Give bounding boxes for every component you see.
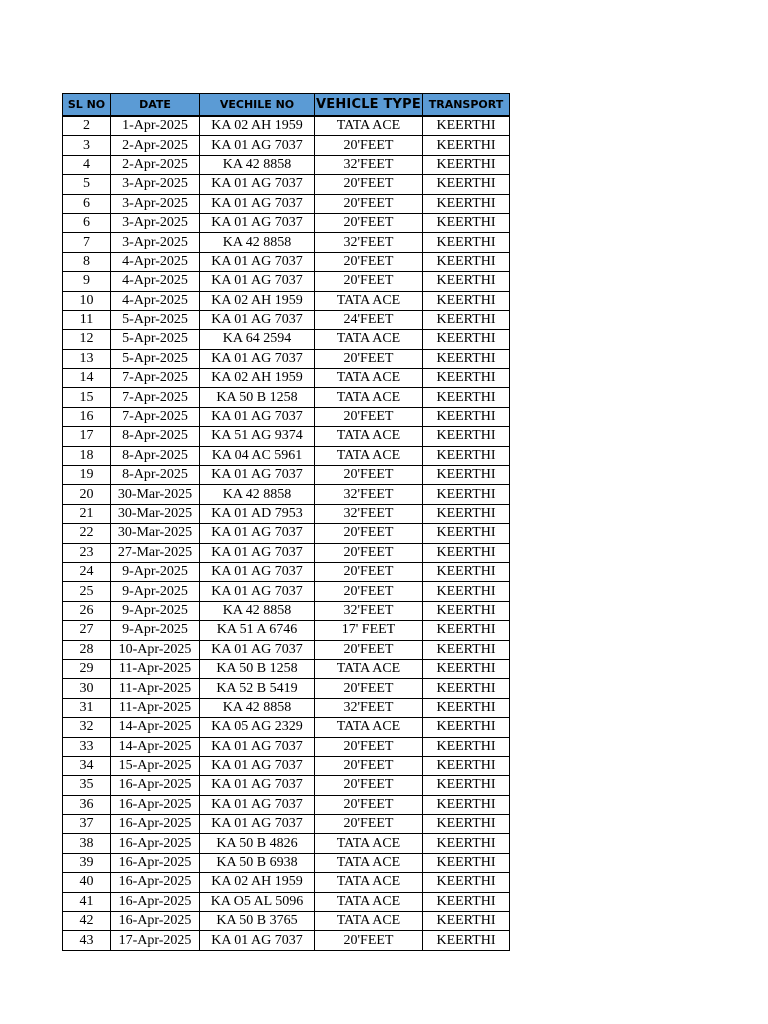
table-row bbox=[63, 407, 510, 426]
cell-date[interactable]: 10-Apr-2025 bbox=[111, 640, 200, 659]
table-row bbox=[63, 601, 510, 620]
table-row bbox=[63, 659, 510, 678]
cell-vehicle-type[interactable]: 20'FEET bbox=[315, 349, 423, 368]
cell-transport[interactable]: KEERTHI bbox=[423, 718, 510, 737]
cell-transport[interactable]: KEERTHI bbox=[423, 524, 510, 543]
cell-date[interactable]: 4-Apr-2025 bbox=[111, 291, 200, 310]
cell-transport[interactable]: KEERTHI bbox=[423, 485, 510, 504]
cell-sl-no[interactable]: 19 bbox=[63, 466, 111, 485]
cell-vehicle-type[interactable]: 20'FEET bbox=[315, 931, 423, 950]
table-row bbox=[63, 756, 510, 775]
table-row bbox=[63, 427, 510, 446]
cell-transport[interactable]: KEERTHI bbox=[423, 912, 510, 931]
cell-sl-no[interactable]: 24 bbox=[63, 562, 111, 581]
cell-vehicle-type[interactable]: 20'FEET bbox=[315, 524, 423, 543]
cell-date[interactable]: 16-Apr-2025 bbox=[111, 853, 200, 872]
cell-transport[interactable]: KEERTHI bbox=[423, 427, 510, 446]
table-row bbox=[63, 640, 510, 659]
table-row bbox=[63, 524, 510, 543]
cell-date[interactable]: 11-Apr-2025 bbox=[111, 659, 200, 678]
cell-vehicle-type[interactable]: 20'FEET bbox=[315, 737, 423, 756]
cell-sl-no[interactable]: 23 bbox=[63, 543, 111, 562]
cell-vehicle-no[interactable]: KA 01 AG 7037 bbox=[200, 407, 315, 426]
cell-vehicle-no[interactable]: KA 01 AG 7037 bbox=[200, 776, 315, 795]
cell-vehicle-type[interactable]: TATA ACE bbox=[315, 330, 423, 349]
cell-sl-no[interactable]: 10 bbox=[63, 291, 111, 310]
cell-transport[interactable]: KEERTHI bbox=[423, 892, 510, 911]
cell-sl-no[interactable]: 21 bbox=[63, 504, 111, 523]
cell-vehicle-type[interactable]: 20'FEET bbox=[315, 543, 423, 562]
cell-transport[interactable]: KEERTHI bbox=[423, 582, 510, 601]
cell-date[interactable]: 7-Apr-2025 bbox=[111, 407, 200, 426]
cell-vehicle-type[interactable]: 20'FEET bbox=[315, 640, 423, 659]
cell-transport[interactable]: KEERTHI bbox=[423, 446, 510, 465]
table-row bbox=[63, 369, 510, 388]
table-row bbox=[63, 543, 510, 562]
cell-transport[interactable]: KEERTHI bbox=[423, 369, 510, 388]
cell-date[interactable]: 16-Apr-2025 bbox=[111, 815, 200, 834]
cell-date[interactable]: 9-Apr-2025 bbox=[111, 562, 200, 581]
cell-transport[interactable]: KEERTHI bbox=[423, 834, 510, 853]
cell-transport[interactable]: KEERTHI bbox=[423, 543, 510, 562]
table-row bbox=[63, 194, 510, 213]
cell-sl-no[interactable]: 13 bbox=[63, 349, 111, 368]
cell-transport[interactable]: KEERTHI bbox=[423, 310, 510, 329]
column-header-vehicle-type[interactable]: VEHICLE TYPE bbox=[315, 94, 423, 117]
cell-vehicle-no[interactable]: KA 51 A 6746 bbox=[200, 621, 315, 640]
table-row bbox=[63, 873, 510, 892]
cell-date[interactable]: 16-Apr-2025 bbox=[111, 912, 200, 931]
cell-date[interactable]: 30-Mar-2025 bbox=[111, 524, 200, 543]
cell-transport[interactable]: KEERTHI bbox=[423, 136, 510, 155]
table-row bbox=[63, 155, 510, 174]
cell-vehicle-no[interactable]: KA 01 AG 7037 bbox=[200, 582, 315, 601]
cell-transport[interactable]: KEERTHI bbox=[423, 175, 510, 194]
cell-vehicle-no[interactable]: KA 01 AG 7037 bbox=[200, 175, 315, 194]
cell-sl-no[interactable]: 14 bbox=[63, 369, 111, 388]
table-row bbox=[63, 776, 510, 795]
cell-sl-no[interactable]: 9 bbox=[63, 272, 111, 291]
cell-date[interactable]: 5-Apr-2025 bbox=[111, 349, 200, 368]
cell-transport[interactable]: KEERTHI bbox=[423, 640, 510, 659]
cell-vehicle-no[interactable]: KA 42 8858 bbox=[200, 155, 315, 174]
table-row bbox=[63, 485, 510, 504]
cell-sl-no[interactable]: 5 bbox=[63, 175, 111, 194]
cell-sl-no[interactable]: 27 bbox=[63, 621, 111, 640]
cell-sl-no[interactable]: 6 bbox=[63, 194, 111, 213]
cell-transport[interactable]: KEERTHI bbox=[423, 931, 510, 950]
cell-sl-no[interactable]: 12 bbox=[63, 330, 111, 349]
cell-vehicle-no[interactable]: KA 50 B 1258 bbox=[200, 659, 315, 678]
cell-transport[interactable]: KEERTHI bbox=[423, 776, 510, 795]
table-body bbox=[63, 116, 510, 950]
table-row bbox=[63, 291, 510, 310]
cell-transport[interactable]: KEERTHI bbox=[423, 562, 510, 581]
cell-vehicle-type[interactable]: 32'FEET bbox=[315, 601, 423, 620]
cell-transport[interactable]: KEERTHI bbox=[423, 407, 510, 426]
cell-sl-no[interactable]: 8 bbox=[63, 252, 111, 271]
cell-date[interactable]: 7-Apr-2025 bbox=[111, 388, 200, 407]
cell-sl-no[interactable]: 31 bbox=[63, 698, 111, 717]
table-row bbox=[63, 136, 510, 155]
cell-date[interactable]: 3-Apr-2025 bbox=[111, 213, 200, 232]
cell-date[interactable]: 30-Mar-2025 bbox=[111, 485, 200, 504]
cell-vehicle-type[interactable]: 32'FEET bbox=[315, 233, 423, 252]
cell-date[interactable]: 9-Apr-2025 bbox=[111, 582, 200, 601]
cell-vehicle-no[interactable]: KA 51 AG 9374 bbox=[200, 427, 315, 446]
cell-transport[interactable]: KEERTHI bbox=[423, 504, 510, 523]
table-row bbox=[63, 330, 510, 349]
cell-vehicle-type[interactable]: 20'FEET bbox=[315, 194, 423, 213]
cell-vehicle-type[interactable]: TATA ACE bbox=[315, 116, 423, 136]
table-row bbox=[63, 912, 510, 931]
cell-vehicle-type[interactable]: 32'FEET bbox=[315, 155, 423, 174]
vehicle-log-table bbox=[62, 93, 510, 951]
cell-vehicle-type[interactable]: TATA ACE bbox=[315, 912, 423, 931]
cell-date[interactable]: 11-Apr-2025 bbox=[111, 679, 200, 698]
cell-vehicle-no[interactable]: KA 64 2594 bbox=[200, 330, 315, 349]
cell-date[interactable]: 11-Apr-2025 bbox=[111, 698, 200, 717]
cell-vehicle-no[interactable]: KA 50 B 4826 bbox=[200, 834, 315, 853]
cell-date[interactable]: 5-Apr-2025 bbox=[111, 310, 200, 329]
cell-vehicle-no[interactable]: KA 04 AC 5961 bbox=[200, 446, 315, 465]
cell-vehicle-type[interactable]: 20'FEET bbox=[315, 756, 423, 775]
cell-transport[interactable]: KEERTHI bbox=[423, 698, 510, 717]
cell-vehicle-no[interactable]: KA 50 B 6938 bbox=[200, 853, 315, 872]
cell-date[interactable]: 8-Apr-2025 bbox=[111, 466, 200, 485]
cell-date[interactable]: 9-Apr-2025 bbox=[111, 601, 200, 620]
cell-sl-no[interactable]: 33 bbox=[63, 737, 111, 756]
cell-vehicle-type[interactable]: TATA ACE bbox=[315, 834, 423, 853]
cell-sl-no[interactable]: 28 bbox=[63, 640, 111, 659]
cell-sl-no[interactable]: 3 bbox=[63, 136, 111, 155]
cell-vehicle-no[interactable]: KA 01 AG 7037 bbox=[200, 194, 315, 213]
cell-transport[interactable]: KEERTHI bbox=[423, 601, 510, 620]
cell-sl-no[interactable]: 42 bbox=[63, 912, 111, 931]
cell-vehicle-no[interactable]: KA 52 B 5419 bbox=[200, 679, 315, 698]
cell-transport[interactable]: KEERTHI bbox=[423, 155, 510, 174]
table-row bbox=[63, 582, 510, 601]
cell-date[interactable]: 16-Apr-2025 bbox=[111, 892, 200, 911]
cell-vehicle-type[interactable]: TATA ACE bbox=[315, 446, 423, 465]
table-row bbox=[63, 737, 510, 756]
cell-date[interactable]: 7-Apr-2025 bbox=[111, 369, 200, 388]
table-row bbox=[63, 834, 510, 853]
cell-sl-no[interactable]: 36 bbox=[63, 795, 111, 814]
cell-vehicle-type[interactable]: TATA ACE bbox=[315, 718, 423, 737]
cell-vehicle-no[interactable]: KA 02 AH 1959 bbox=[200, 369, 315, 388]
cell-date[interactable]: 4-Apr-2025 bbox=[111, 272, 200, 291]
cell-sl-no[interactable]: 37 bbox=[63, 815, 111, 834]
cell-vehicle-no[interactable]: KA 42 8858 bbox=[200, 601, 315, 620]
cell-transport[interactable]: KEERTHI bbox=[423, 659, 510, 678]
cell-sl-no[interactable]: 22 bbox=[63, 524, 111, 543]
table-row bbox=[63, 116, 510, 136]
cell-vehicle-no[interactable]: KA O5 AL 5096 bbox=[200, 892, 315, 911]
cell-vehicle-type[interactable]: 20'FEET bbox=[315, 252, 423, 271]
cell-vehicle-no[interactable]: KA 01 AG 7037 bbox=[200, 795, 315, 814]
cell-date[interactable]: 8-Apr-2025 bbox=[111, 446, 200, 465]
cell-vehicle-type[interactable]: 20'FEET bbox=[315, 776, 423, 795]
table-row bbox=[63, 466, 510, 485]
cell-vehicle-no[interactable]: KA 01 AG 7037 bbox=[200, 310, 315, 329]
cell-vehicle-type[interactable]: 20'FEET bbox=[315, 679, 423, 698]
cell-sl-no[interactable]: 39 bbox=[63, 853, 111, 872]
cell-vehicle-no[interactable]: KA 01 AG 7037 bbox=[200, 272, 315, 291]
cell-sl-no[interactable]: 32 bbox=[63, 718, 111, 737]
cell-sl-no[interactable]: 16 bbox=[63, 407, 111, 426]
cell-transport[interactable]: KEERTHI bbox=[423, 737, 510, 756]
cell-date[interactable]: 15-Apr-2025 bbox=[111, 756, 200, 775]
cell-vehicle-type[interactable]: 17' FEET bbox=[315, 621, 423, 640]
cell-transport[interactable]: KEERTHI bbox=[423, 272, 510, 291]
cell-date[interactable]: 8-Apr-2025 bbox=[111, 427, 200, 446]
cell-date[interactable]: 16-Apr-2025 bbox=[111, 795, 200, 814]
cell-vehicle-type[interactable]: TATA ACE bbox=[315, 659, 423, 678]
cell-vehicle-type[interactable]: 32'FEET bbox=[315, 504, 423, 523]
column-header-sl-no[interactable]: SL NO bbox=[63, 94, 111, 117]
table-row bbox=[63, 698, 510, 717]
cell-transport[interactable]: KEERTHI bbox=[423, 116, 510, 136]
cell-sl-no[interactable]: 17 bbox=[63, 427, 111, 446]
cell-vehicle-no[interactable]: KA 01 AG 7037 bbox=[200, 562, 315, 581]
cell-vehicle-no[interactable]: KA 02 AH 1959 bbox=[200, 116, 315, 136]
cell-vehicle-type[interactable]: 20'FEET bbox=[315, 582, 423, 601]
cell-vehicle-no[interactable]: KA 01 AD 7953 bbox=[200, 504, 315, 523]
cell-date[interactable]: 16-Apr-2025 bbox=[111, 834, 200, 853]
table-row bbox=[63, 679, 510, 698]
cell-date[interactable]: 4-Apr-2025 bbox=[111, 252, 200, 271]
cell-sl-no[interactable]: 34 bbox=[63, 756, 111, 775]
cell-vehicle-type[interactable]: 20'FEET bbox=[315, 466, 423, 485]
cell-vehicle-type[interactable]: 20'FEET bbox=[315, 136, 423, 155]
cell-vehicle-no[interactable]: KA 02 AH 1959 bbox=[200, 291, 315, 310]
table-row bbox=[63, 213, 510, 232]
cell-sl-no[interactable]: 7 bbox=[63, 233, 111, 252]
cell-transport[interactable]: KEERTHI bbox=[423, 756, 510, 775]
cell-transport[interactable]: KEERTHI bbox=[423, 291, 510, 310]
cell-vehicle-no[interactable]: KA 02 AH 1959 bbox=[200, 873, 315, 892]
cell-date[interactable]: 14-Apr-2025 bbox=[111, 737, 200, 756]
cell-date[interactable]: 16-Apr-2025 bbox=[111, 873, 200, 892]
cell-vehicle-no[interactable]: KA 01 AG 7037 bbox=[200, 213, 315, 232]
cell-vehicle-no[interactable]: KA 01 AG 7037 bbox=[200, 737, 315, 756]
cell-date[interactable]: 3-Apr-2025 bbox=[111, 233, 200, 252]
cell-vehicle-no[interactable]: KA 50 B 3765 bbox=[200, 912, 315, 931]
column-header-transport[interactable]: TRANSPORT bbox=[423, 94, 510, 117]
table-row bbox=[63, 233, 510, 252]
table-row bbox=[63, 252, 510, 271]
column-header-date[interactable]: DATE bbox=[111, 94, 200, 117]
cell-sl-no[interactable]: 4 bbox=[63, 155, 111, 174]
table-row bbox=[63, 795, 510, 814]
cell-vehicle-no[interactable]: KA 01 AG 7037 bbox=[200, 136, 315, 155]
cell-vehicle-no[interactable]: KA 01 AG 7037 bbox=[200, 252, 315, 271]
cell-sl-no[interactable]: 30 bbox=[63, 679, 111, 698]
table-row bbox=[63, 272, 510, 291]
cell-sl-no[interactable]: 18 bbox=[63, 446, 111, 465]
cell-date[interactable]: 14-Apr-2025 bbox=[111, 718, 200, 737]
cell-transport[interactable]: KEERTHI bbox=[423, 621, 510, 640]
cell-vehicle-type[interactable]: 20'FEET bbox=[315, 175, 423, 194]
header-row bbox=[63, 94, 510, 117]
cell-sl-no[interactable]: 11 bbox=[63, 310, 111, 329]
cell-vehicle-no[interactable]: KA 01 AG 7037 bbox=[200, 466, 315, 485]
table-row bbox=[63, 931, 510, 950]
cell-vehicle-type[interactable]: 20'FEET bbox=[315, 815, 423, 834]
cell-vehicle-type[interactable]: TATA ACE bbox=[315, 291, 423, 310]
cell-sl-no[interactable]: 38 bbox=[63, 834, 111, 853]
cell-sl-no[interactable]: 35 bbox=[63, 776, 111, 795]
cell-vehicle-no[interactable]: KA 01 AG 7037 bbox=[200, 543, 315, 562]
cell-transport[interactable]: KEERTHI bbox=[423, 853, 510, 872]
cell-transport[interactable]: KEERTHI bbox=[423, 815, 510, 834]
cell-transport[interactable]: KEERTHI bbox=[423, 466, 510, 485]
cell-date[interactable]: 9-Apr-2025 bbox=[111, 621, 200, 640]
cell-vehicle-no[interactable]: KA 42 8858 bbox=[200, 233, 315, 252]
cell-vehicle-no[interactable]: KA 42 8858 bbox=[200, 485, 315, 504]
cell-sl-no[interactable]: 20 bbox=[63, 485, 111, 504]
cell-date[interactable]: 2-Apr-2025 bbox=[111, 136, 200, 155]
cell-transport[interactable]: KEERTHI bbox=[423, 795, 510, 814]
cell-vehicle-type[interactable]: 20'FEET bbox=[315, 795, 423, 814]
cell-vehicle-no[interactable]: KA 01 AG 7037 bbox=[200, 756, 315, 775]
cell-vehicle-no[interactable]: KA 01 AG 7037 bbox=[200, 524, 315, 543]
table-row bbox=[63, 388, 510, 407]
cell-vehicle-type[interactable]: 20'FEET bbox=[315, 213, 423, 232]
cell-transport[interactable]: KEERTHI bbox=[423, 679, 510, 698]
cell-sl-no[interactable]: 26 bbox=[63, 601, 111, 620]
cell-date[interactable]: 1-Apr-2025 bbox=[111, 116, 200, 136]
cell-sl-no[interactable]: 40 bbox=[63, 873, 111, 892]
cell-date[interactable]: 17-Apr-2025 bbox=[111, 931, 200, 950]
cell-vehicle-no[interactable]: KA 50 B 1258 bbox=[200, 388, 315, 407]
cell-vehicle-no[interactable]: KA 01 AG 7037 bbox=[200, 640, 315, 659]
cell-transport[interactable]: KEERTHI bbox=[423, 194, 510, 213]
cell-transport[interactable]: KEERTHI bbox=[423, 330, 510, 349]
cell-vehicle-type[interactable]: 20'FEET bbox=[315, 562, 423, 581]
cell-vehicle-type[interactable]: 20'FEET bbox=[315, 272, 423, 291]
table-row bbox=[63, 562, 510, 581]
cell-vehicle-type[interactable]: TATA ACE bbox=[315, 369, 423, 388]
cell-sl-no[interactable]: 29 bbox=[63, 659, 111, 678]
cell-vehicle-type[interactable]: 32'FEET bbox=[315, 485, 423, 504]
cell-vehicle-type[interactable]: TATA ACE bbox=[315, 873, 423, 892]
column-header-vehicle-no[interactable]: VECHILE NO bbox=[200, 94, 315, 117]
cell-date[interactable]: 30-Mar-2025 bbox=[111, 504, 200, 523]
cell-vehicle-type[interactable]: 20'FEET bbox=[315, 407, 423, 426]
cell-vehicle-no[interactable]: KA 05 AG 2329 bbox=[200, 718, 315, 737]
cell-date[interactable]: 3-Apr-2025 bbox=[111, 194, 200, 213]
table-row bbox=[63, 504, 510, 523]
cell-date[interactable]: 3-Apr-2025 bbox=[111, 175, 200, 194]
cell-date[interactable]: 5-Apr-2025 bbox=[111, 330, 200, 349]
cell-vehicle-no[interactable]: KA 01 AG 7037 bbox=[200, 815, 315, 834]
cell-vehicle-type[interactable]: TATA ACE bbox=[315, 427, 423, 446]
table-row bbox=[63, 175, 510, 194]
cell-vehicle-no[interactable]: KA 42 8858 bbox=[200, 698, 315, 717]
table-row bbox=[63, 349, 510, 368]
cell-vehicle-type[interactable]: TATA ACE bbox=[315, 853, 423, 872]
table-header bbox=[63, 94, 510, 117]
cell-date[interactable]: 16-Apr-2025 bbox=[111, 776, 200, 795]
cell-transport[interactable]: KEERTHI bbox=[423, 349, 510, 368]
cell-sl-no[interactable]: 25 bbox=[63, 582, 111, 601]
cell-transport[interactable]: KEERTHI bbox=[423, 233, 510, 252]
cell-vehicle-type[interactable]: TATA ACE bbox=[315, 388, 423, 407]
cell-transport[interactable]: KEERTHI bbox=[423, 873, 510, 892]
cell-transport[interactable]: KEERTHI bbox=[423, 388, 510, 407]
table-row bbox=[63, 853, 510, 872]
cell-sl-no[interactable]: 15 bbox=[63, 388, 111, 407]
cell-transport[interactable]: KEERTHI bbox=[423, 213, 510, 232]
cell-sl-no[interactable]: 41 bbox=[63, 892, 111, 911]
cell-sl-no[interactable]: 2 bbox=[63, 116, 111, 136]
cell-vehicle-type[interactable]: 24'FEET bbox=[315, 310, 423, 329]
cell-date[interactable]: 2-Apr-2025 bbox=[111, 155, 200, 174]
cell-sl-no[interactable]: 43 bbox=[63, 931, 111, 950]
cell-vehicle-no[interactable]: KA 01 AG 7037 bbox=[200, 931, 315, 950]
table-row bbox=[63, 310, 510, 329]
table-row bbox=[63, 892, 510, 911]
table-row bbox=[63, 718, 510, 737]
table-row bbox=[63, 815, 510, 834]
cell-vehicle-no[interactable]: KA 01 AG 7037 bbox=[200, 349, 315, 368]
cell-sl-no[interactable]: 6 bbox=[63, 213, 111, 232]
table-row bbox=[63, 621, 510, 640]
cell-transport[interactable]: KEERTHI bbox=[423, 252, 510, 271]
cell-vehicle-type[interactable]: 32'FEET bbox=[315, 698, 423, 717]
cell-date[interactable]: 27-Mar-2025 bbox=[111, 543, 200, 562]
table-row bbox=[63, 446, 510, 465]
cell-vehicle-type[interactable]: TATA ACE bbox=[315, 892, 423, 911]
